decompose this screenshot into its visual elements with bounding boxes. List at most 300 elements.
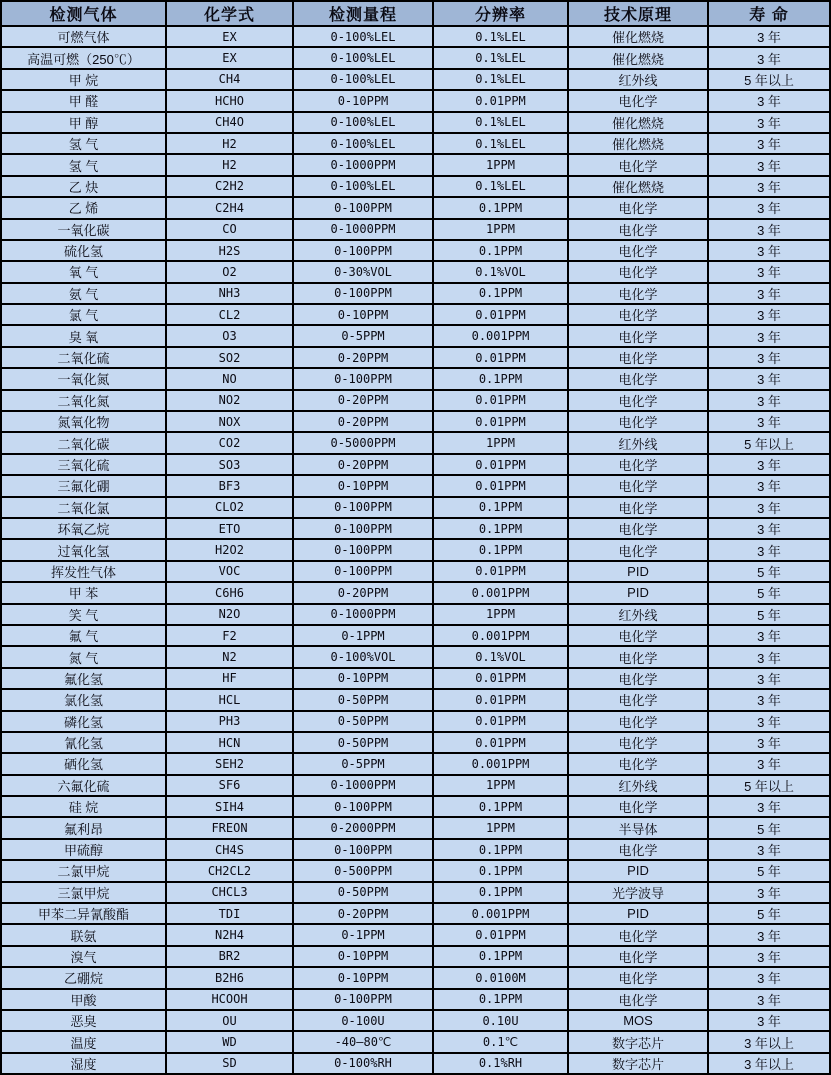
cell-gas: 三氯甲烷 — [1, 882, 166, 903]
cell-formula: NH3 — [166, 283, 293, 304]
cell-formula: C6H6 — [166, 582, 293, 603]
cell-lifespan: 5 年 — [708, 604, 830, 625]
cell-gas: 氧 气 — [1, 261, 166, 282]
cell-resolution: 0.1PPM — [433, 283, 568, 304]
cell-principle: 电化学 — [568, 197, 708, 218]
table-row — [1, 625, 830, 646]
cell-gas: 氯 气 — [1, 304, 166, 325]
cell-formula: NOX — [166, 411, 293, 432]
cell-lifespan: 3 年 — [708, 711, 830, 732]
cell-formula: BF3 — [166, 475, 293, 496]
cell-principle: 催化燃烧 — [568, 176, 708, 197]
cell-resolution: 0.01PPM — [433, 475, 568, 496]
cell-range: 0-5PPM — [293, 325, 433, 346]
header-cell-range: 检测量程 — [293, 1, 433, 26]
table-row — [1, 69, 830, 90]
cell-formula: FREON — [166, 817, 293, 838]
cell-range: 0-50PPM — [293, 732, 433, 753]
cell-range: 0-50PPM — [293, 689, 433, 710]
cell-lifespan: 3 年 — [708, 283, 830, 304]
cell-range: 0-100%RH — [293, 1053, 433, 1074]
cell-gas: 氟化氢 — [1, 668, 166, 689]
cell-gas: 硒化氢 — [1, 753, 166, 774]
cell-gas: 可燃气体 — [1, 26, 166, 47]
table-row — [1, 539, 830, 560]
cell-resolution: 0.1%LEL — [433, 47, 568, 68]
cell-resolution: 0.1PPM — [433, 946, 568, 967]
cell-lifespan: 3 年 — [708, 924, 830, 945]
cell-gas: 高温可燃（250℃） — [1, 47, 166, 68]
table-row — [1, 582, 830, 603]
cell-resolution: 0.01PPM — [433, 689, 568, 710]
cell-formula: SD — [166, 1053, 293, 1074]
cell-lifespan: 3 年 — [708, 347, 830, 368]
cell-resolution: 0.01PPM — [433, 90, 568, 111]
cell-principle: 催化燃烧 — [568, 47, 708, 68]
cell-formula: WD — [166, 1031, 293, 1052]
table-row — [1, 817, 830, 838]
header-cell-resolution: 分辨率 — [433, 1, 568, 26]
cell-gas: 六氟化硫 — [1, 775, 166, 796]
cell-formula: O3 — [166, 325, 293, 346]
table-row — [1, 197, 830, 218]
cell-range: 0-100%LEL — [293, 26, 433, 47]
cell-lifespan: 3 年 — [708, 989, 830, 1010]
cell-formula: O2 — [166, 261, 293, 282]
cell-lifespan: 3 年 — [708, 732, 830, 753]
cell-lifespan: 3 年 — [708, 967, 830, 988]
cell-formula: CHCL3 — [166, 882, 293, 903]
table-row — [1, 261, 830, 282]
cell-lifespan: 5 年以上 — [708, 69, 830, 90]
cell-gas: 甲 醛 — [1, 90, 166, 111]
table-header-row — [1, 1, 830, 26]
cell-formula: CLO2 — [166, 497, 293, 518]
cell-range: 0-50PPM — [293, 711, 433, 732]
cell-resolution: 0.001PPM — [433, 753, 568, 774]
cell-lifespan: 3 年 — [708, 112, 830, 133]
cell-lifespan: 3 年 — [708, 796, 830, 817]
cell-range: 0-1000PPM — [293, 775, 433, 796]
cell-resolution: 0.10U — [433, 1010, 568, 1031]
cell-range: 0-100%LEL — [293, 133, 433, 154]
header-cell-formula: 化学式 — [166, 1, 293, 26]
cell-lifespan: 3 年 — [708, 518, 830, 539]
cell-range: 0-100PPM — [293, 518, 433, 539]
cell-gas: 氢 气 — [1, 133, 166, 154]
table-row — [1, 753, 830, 774]
cell-range: 0-100PPM — [293, 796, 433, 817]
cell-lifespan: 3 年 — [708, 368, 830, 389]
cell-formula: EX — [166, 47, 293, 68]
cell-principle: PID — [568, 561, 708, 582]
cell-resolution: 1PPM — [433, 817, 568, 838]
cell-gas: 过氧化氢 — [1, 539, 166, 560]
cell-range: 0-1PPM — [293, 924, 433, 945]
cell-resolution: 0.1%LEL — [433, 133, 568, 154]
cell-principle: 电化学 — [568, 368, 708, 389]
header-cell-gas: 检测气体 — [1, 1, 166, 26]
cell-resolution: 0.1PPM — [433, 368, 568, 389]
cell-range: 0-1PPM — [293, 625, 433, 646]
cell-resolution: 0.1PPM — [433, 497, 568, 518]
cell-formula: SIH4 — [166, 796, 293, 817]
cell-formula: SF6 — [166, 775, 293, 796]
cell-resolution: 0.01PPM — [433, 924, 568, 945]
cell-gas: 三氧化硫 — [1, 454, 166, 475]
cell-range: 0-10PPM — [293, 946, 433, 967]
cell-gas: 乙 烯 — [1, 197, 166, 218]
table-row — [1, 219, 830, 240]
cell-resolution: 0.1%LEL — [433, 69, 568, 90]
cell-resolution: 0.1PPM — [433, 539, 568, 560]
cell-resolution: 0.01PPM — [433, 711, 568, 732]
cell-lifespan: 3 年 — [708, 839, 830, 860]
cell-range: 0-10PPM — [293, 475, 433, 496]
cell-range: 0-100PPM — [293, 497, 433, 518]
cell-range: 0-20PPM — [293, 411, 433, 432]
cell-lifespan: 3 年 — [708, 261, 830, 282]
cell-formula: SO2 — [166, 347, 293, 368]
cell-range: 0-1000PPM — [293, 154, 433, 175]
cell-principle: 电化学 — [568, 454, 708, 475]
cell-principle: 电化学 — [568, 924, 708, 945]
cell-lifespan: 3 年 — [708, 668, 830, 689]
cell-formula: ETO — [166, 518, 293, 539]
cell-formula: N2 — [166, 646, 293, 667]
cell-resolution: 0.1PPM — [433, 796, 568, 817]
cell-lifespan: 3 年 — [708, 240, 830, 261]
table-row — [1, 133, 830, 154]
header-cell-lifespan: 寿 命 — [708, 1, 830, 26]
cell-range: 0-30%VOL — [293, 261, 433, 282]
cell-formula: CL2 — [166, 304, 293, 325]
cell-formula: NO — [166, 368, 293, 389]
cell-resolution: 0.1℃ — [433, 1031, 568, 1052]
cell-lifespan: 3 年 — [708, 219, 830, 240]
cell-range: 0-100PPM — [293, 989, 433, 1010]
cell-principle: 电化学 — [568, 475, 708, 496]
table-row — [1, 497, 830, 518]
cell-resolution: 0.1PPM — [433, 989, 568, 1010]
cell-resolution: 1PPM — [433, 604, 568, 625]
table-row — [1, 518, 830, 539]
cell-resolution: 1PPM — [433, 775, 568, 796]
cell-principle: 电化学 — [568, 967, 708, 988]
cell-lifespan: 3 年 — [708, 689, 830, 710]
cell-principle: 电化学 — [568, 219, 708, 240]
cell-resolution: 1PPM — [433, 219, 568, 240]
cell-gas: 温度 — [1, 1031, 166, 1052]
cell-range: 0-100PPM — [293, 283, 433, 304]
cell-principle: PID — [568, 582, 708, 603]
cell-principle: 红外线 — [568, 432, 708, 453]
cell-principle: MOS — [568, 1010, 708, 1031]
cell-gas: 二氧化氯 — [1, 497, 166, 518]
cell-gas: 联氨 — [1, 924, 166, 945]
cell-range: 0-1000PPM — [293, 219, 433, 240]
cell-principle: 电化学 — [568, 347, 708, 368]
cell-resolution: 0.01PPM — [433, 561, 568, 582]
cell-gas: 氟 气 — [1, 625, 166, 646]
cell-range: 0-100PPM — [293, 539, 433, 560]
cell-principle: 催化燃烧 — [568, 26, 708, 47]
cell-lifespan: 3 年 — [708, 475, 830, 496]
cell-lifespan: 3 年以上 — [708, 1031, 830, 1052]
cell-lifespan: 3 年 — [708, 133, 830, 154]
table-row — [1, 176, 830, 197]
cell-principle: 催化燃烧 — [568, 133, 708, 154]
table-row — [1, 796, 830, 817]
cell-principle: 电化学 — [568, 240, 708, 261]
cell-lifespan: 3 年 — [708, 26, 830, 47]
cell-formula: CH4 — [166, 69, 293, 90]
cell-gas: 甲 醇 — [1, 112, 166, 133]
table-row — [1, 839, 830, 860]
cell-range: 0-20PPM — [293, 454, 433, 475]
cell-range: 0-100PPM — [293, 197, 433, 218]
cell-formula: C2H2 — [166, 176, 293, 197]
cell-lifespan: 5 年以上 — [708, 775, 830, 796]
cell-range: 0-100PPM — [293, 368, 433, 389]
cell-principle: PID — [568, 903, 708, 924]
cell-lifespan: 3 年 — [708, 753, 830, 774]
cell-resolution: 0.1PPM — [433, 882, 568, 903]
cell-gas: 二氧化氮 — [1, 390, 166, 411]
cell-lifespan: 3 年以上 — [708, 1053, 830, 1074]
cell-principle: 电化学 — [568, 839, 708, 860]
cell-resolution: 0.01PPM — [433, 304, 568, 325]
table-row — [1, 411, 830, 432]
cell-formula: N2O — [166, 604, 293, 625]
cell-range: 0-100U — [293, 1010, 433, 1031]
cell-lifespan: 3 年 — [708, 154, 830, 175]
cell-principle: 电化学 — [568, 261, 708, 282]
cell-resolution: 0.1%LEL — [433, 112, 568, 133]
cell-resolution: 1PPM — [433, 432, 568, 453]
cell-resolution: 0.01PPM — [433, 411, 568, 432]
cell-resolution: 0.1%LEL — [433, 26, 568, 47]
cell-gas: 磷化氢 — [1, 711, 166, 732]
cell-gas: 二氧化硫 — [1, 347, 166, 368]
cell-formula: B2H6 — [166, 967, 293, 988]
cell-resolution: 0.001PPM — [433, 325, 568, 346]
table-row — [1, 1031, 830, 1052]
cell-range: 0-10PPM — [293, 668, 433, 689]
table-row — [1, 325, 830, 346]
table-row — [1, 646, 830, 667]
cell-principle: 电化学 — [568, 283, 708, 304]
cell-formula: H2S — [166, 240, 293, 261]
table-row — [1, 90, 830, 111]
cell-lifespan: 3 年 — [708, 454, 830, 475]
table-row — [1, 475, 830, 496]
cell-range: 0-100PPM — [293, 240, 433, 261]
cell-formula: SEH2 — [166, 753, 293, 774]
cell-range: 0-100%LEL — [293, 69, 433, 90]
cell-resolution: 0.001PPM — [433, 903, 568, 924]
cell-range: 0-20PPM — [293, 582, 433, 603]
cell-lifespan: 5 年 — [708, 582, 830, 603]
cell-resolution: 0.1PPM — [433, 839, 568, 860]
table-row — [1, 390, 830, 411]
cell-gas: 乙硼烷 — [1, 967, 166, 988]
cell-gas: 三氟化硼 — [1, 475, 166, 496]
cell-principle: 半导体 — [568, 817, 708, 838]
cell-formula: OU — [166, 1010, 293, 1031]
table-row — [1, 112, 830, 133]
table-row — [1, 1010, 830, 1031]
cell-formula: EX — [166, 26, 293, 47]
table-row — [1, 347, 830, 368]
cell-range: 0-100%LEL — [293, 112, 433, 133]
cell-lifespan: 3 年 — [708, 539, 830, 560]
cell-formula: HCL — [166, 689, 293, 710]
cell-gas: 一氧化氮 — [1, 368, 166, 389]
cell-resolution: 0.1PPM — [433, 860, 568, 881]
cell-principle: 数字芯片 — [568, 1053, 708, 1074]
cell-lifespan: 3 年 — [708, 497, 830, 518]
cell-principle: 电化学 — [568, 625, 708, 646]
cell-resolution: 0.0100M — [433, 967, 568, 988]
table-row — [1, 882, 830, 903]
cell-gas: 湿度 — [1, 1053, 166, 1074]
cell-resolution: 0.1PPM — [433, 240, 568, 261]
cell-gas: 乙 炔 — [1, 176, 166, 197]
table-row — [1, 732, 830, 753]
table-row — [1, 454, 830, 475]
cell-gas: 甲硫醇 — [1, 839, 166, 860]
cell-range: 0-5000PPM — [293, 432, 433, 453]
cell-gas: 氮氧化物 — [1, 411, 166, 432]
cell-principle: 电化学 — [568, 390, 708, 411]
cell-principle: 电化学 — [568, 411, 708, 432]
table-row — [1, 860, 830, 881]
cell-gas: 二氯甲烷 — [1, 860, 166, 881]
cell-principle: 电化学 — [568, 539, 708, 560]
cell-principle: 电化学 — [568, 711, 708, 732]
cell-range: 0-100PPM — [293, 839, 433, 860]
cell-lifespan: 5 年以上 — [708, 432, 830, 453]
table-row — [1, 240, 830, 261]
cell-formula: HCHO — [166, 90, 293, 111]
cell-lifespan: 3 年 — [708, 304, 830, 325]
table-row — [1, 903, 830, 924]
cell-principle: 电化学 — [568, 689, 708, 710]
cell-lifespan: 3 年 — [708, 882, 830, 903]
cell-range: 0-10PPM — [293, 90, 433, 111]
table-row — [1, 432, 830, 453]
cell-formula: H2 — [166, 133, 293, 154]
cell-principle: 电化学 — [568, 90, 708, 111]
cell-lifespan: 3 年 — [708, 625, 830, 646]
cell-gas: 氟利昂 — [1, 817, 166, 838]
cell-gas: 甲 苯 — [1, 582, 166, 603]
cell-formula: C2H4 — [166, 197, 293, 218]
cell-range: 0-100%VOL — [293, 646, 433, 667]
cell-lifespan: 3 年 — [708, 646, 830, 667]
table-row — [1, 946, 830, 967]
cell-formula: CH4O — [166, 112, 293, 133]
table-row — [1, 283, 830, 304]
cell-formula: HCOOH — [166, 989, 293, 1010]
table-row — [1, 689, 830, 710]
cell-lifespan: 3 年 — [708, 411, 830, 432]
cell-lifespan: 3 年 — [708, 946, 830, 967]
cell-gas: 甲苯二异氰酸酯 — [1, 903, 166, 924]
cell-gas: 甲酸 — [1, 989, 166, 1010]
table-row — [1, 989, 830, 1010]
cell-gas: 挥发性气体 — [1, 561, 166, 582]
table-row — [1, 967, 830, 988]
cell-range: 0-500PPM — [293, 860, 433, 881]
cell-lifespan: 3 年 — [708, 390, 830, 411]
cell-formula: CH4S — [166, 839, 293, 860]
cell-lifespan: 3 年 — [708, 47, 830, 68]
cell-resolution: 0.1PPM — [433, 518, 568, 539]
cell-formula: SO3 — [166, 454, 293, 475]
table-row — [1, 1053, 830, 1074]
cell-lifespan: 5 年 — [708, 817, 830, 838]
cell-formula: HCN — [166, 732, 293, 753]
cell-range: 0-1000PPM — [293, 604, 433, 625]
table-row — [1, 47, 830, 68]
cell-gas: 氯化氢 — [1, 689, 166, 710]
cell-formula: CO — [166, 219, 293, 240]
cell-principle: 电化学 — [568, 304, 708, 325]
cell-principle: 光学波导 — [568, 882, 708, 903]
table-row — [1, 561, 830, 582]
cell-range: 0-20PPM — [293, 903, 433, 924]
cell-principle: 电化学 — [568, 946, 708, 967]
table-row — [1, 711, 830, 732]
cell-lifespan: 3 年 — [708, 176, 830, 197]
cell-resolution: 0.001PPM — [433, 582, 568, 603]
cell-lifespan: 3 年 — [708, 197, 830, 218]
table-row — [1, 368, 830, 389]
cell-resolution: 0.01PPM — [433, 347, 568, 368]
cell-range: 0-50PPM — [293, 882, 433, 903]
cell-lifespan: 5 年 — [708, 903, 830, 924]
cell-lifespan: 3 年 — [708, 90, 830, 111]
cell-range: 0-100%LEL — [293, 47, 433, 68]
cell-principle: 红外线 — [568, 69, 708, 90]
cell-principle: 红外线 — [568, 775, 708, 796]
cell-principle: 电化学 — [568, 646, 708, 667]
cell-formula: CO2 — [166, 432, 293, 453]
cell-resolution: 0.1PPM — [433, 197, 568, 218]
cell-gas: 硅 烷 — [1, 796, 166, 817]
cell-gas: 一氧化碳 — [1, 219, 166, 240]
cell-formula: PH3 — [166, 711, 293, 732]
cell-principle: 电化学 — [568, 497, 708, 518]
cell-gas: 恶臭 — [1, 1010, 166, 1031]
cell-principle: 电化学 — [568, 732, 708, 753]
cell-principle: 电化学 — [568, 753, 708, 774]
cell-gas: 笑 气 — [1, 604, 166, 625]
cell-gas: 环氧乙烷 — [1, 518, 166, 539]
cell-principle: 电化学 — [568, 325, 708, 346]
cell-principle: 红外线 — [568, 604, 708, 625]
table-row — [1, 775, 830, 796]
cell-formula: H2 — [166, 154, 293, 175]
cell-formula: NO2 — [166, 390, 293, 411]
header-cell-principle: 技术原理 — [568, 1, 708, 26]
cell-range: 0-20PPM — [293, 347, 433, 368]
cell-principle: 电化学 — [568, 518, 708, 539]
table-row — [1, 154, 830, 175]
cell-range: 0-100%LEL — [293, 176, 433, 197]
